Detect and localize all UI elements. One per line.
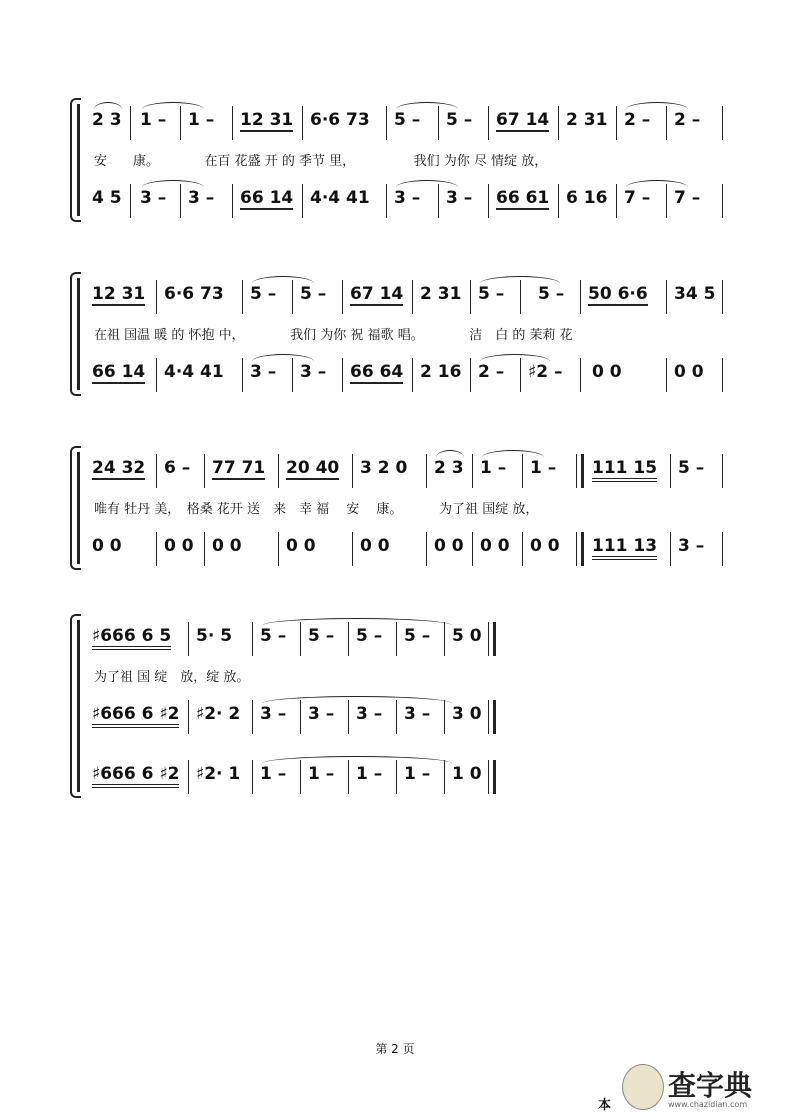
measure: 2 3 bbox=[92, 110, 122, 130]
barline bbox=[580, 280, 581, 314]
measure: 7 – bbox=[624, 188, 651, 208]
measure: 5 – bbox=[404, 626, 431, 646]
voice-1-staff bbox=[92, 626, 512, 656]
measure: 12 31 bbox=[240, 110, 294, 130]
barline bbox=[488, 106, 489, 140]
voice-1-staff bbox=[92, 284, 732, 314]
measure: 111 13 bbox=[592, 536, 657, 560]
barline bbox=[670, 532, 671, 566]
lyrics-line: 安 康。 在百 花盛 开 的 季节 里， 我们 为你 尽 情绽 放， bbox=[94, 154, 548, 169]
barline bbox=[472, 532, 473, 566]
measure: 2 – bbox=[624, 110, 651, 130]
logo-text: 查字典 bbox=[668, 1069, 753, 1102]
slur bbox=[396, 102, 458, 117]
lyrics-line: 唯有 牡丹 美， 格桑 花开 送 来 幸 福 安 康。 为了祖 国绽 放， bbox=[94, 502, 539, 517]
measure: 66 14 bbox=[92, 362, 146, 382]
measure: 5 – bbox=[678, 458, 705, 478]
measure: 7 – bbox=[674, 188, 701, 208]
measure: 5 – bbox=[300, 284, 327, 304]
barline bbox=[722, 106, 723, 140]
measure: 4·4 41 bbox=[164, 362, 224, 382]
voice-3-staff bbox=[92, 764, 512, 794]
measure: 5 – bbox=[538, 284, 565, 304]
measure: 6 16 bbox=[566, 188, 608, 208]
slur bbox=[252, 276, 314, 291]
barline bbox=[252, 622, 253, 656]
measure: 5 0 bbox=[452, 626, 482, 646]
barline bbox=[278, 454, 279, 488]
system-2 bbox=[70, 272, 730, 396]
barline bbox=[188, 700, 189, 734]
system-3 bbox=[70, 446, 730, 570]
slur bbox=[436, 450, 464, 465]
measure: 1 – bbox=[404, 764, 431, 784]
barline bbox=[666, 280, 667, 314]
barline bbox=[580, 358, 581, 392]
barline bbox=[488, 184, 489, 218]
slur bbox=[480, 354, 550, 369]
barline bbox=[188, 760, 189, 794]
measure: 67 14 bbox=[496, 110, 550, 130]
barline bbox=[156, 532, 157, 566]
final-barline bbox=[488, 700, 496, 734]
system-brace bbox=[70, 614, 81, 798]
measure: 66 14 bbox=[240, 188, 294, 208]
measure: 5 – bbox=[308, 626, 335, 646]
slur bbox=[482, 450, 544, 465]
measure: 0 0 bbox=[92, 536, 122, 556]
slur bbox=[626, 102, 688, 117]
barline bbox=[302, 106, 303, 140]
measure: 0 0 bbox=[212, 536, 242, 556]
scholar-face-icon bbox=[622, 1064, 664, 1110]
measure: 1 – bbox=[356, 764, 383, 784]
logo-left-char: 本 bbox=[598, 1098, 612, 1113]
barline bbox=[242, 358, 243, 392]
measure: 50 6·6 bbox=[588, 284, 648, 304]
barline bbox=[722, 280, 723, 314]
measure: 3 – bbox=[404, 704, 431, 724]
barline bbox=[204, 454, 205, 488]
measure: 5 – bbox=[446, 110, 473, 130]
system-brace bbox=[70, 98, 81, 222]
measure: 0 0 bbox=[674, 362, 704, 382]
measure: 4·4 41 bbox=[310, 188, 370, 208]
barline bbox=[188, 622, 189, 656]
system-brace bbox=[70, 446, 81, 570]
barline bbox=[130, 106, 131, 140]
measure: 3 – bbox=[188, 188, 215, 208]
measure: 0 0 bbox=[480, 536, 510, 556]
measure: 3 – bbox=[308, 704, 335, 724]
measure: 77 71 bbox=[212, 458, 266, 478]
barline bbox=[156, 358, 157, 392]
barline bbox=[722, 184, 723, 218]
barline bbox=[470, 358, 471, 392]
measure: 5 – bbox=[260, 626, 287, 646]
barline bbox=[342, 358, 343, 392]
measure: 3 – bbox=[446, 188, 473, 208]
slur bbox=[142, 102, 204, 117]
measure: 111 15 bbox=[592, 458, 657, 482]
slur bbox=[396, 180, 458, 195]
measure: 2 31 bbox=[566, 110, 608, 130]
barline bbox=[722, 454, 723, 488]
measure: 3 – bbox=[250, 362, 277, 382]
barline bbox=[722, 532, 723, 566]
measure: 0 0 bbox=[164, 536, 194, 556]
voice-2-staff bbox=[92, 536, 732, 566]
slur bbox=[94, 102, 122, 117]
measure: 4 5 bbox=[92, 188, 122, 208]
measure: ♯2 – bbox=[528, 362, 563, 382]
measure: 1 – bbox=[260, 764, 287, 784]
measure: 34 5 bbox=[674, 284, 716, 304]
barline bbox=[156, 280, 157, 314]
measure: 2 16 bbox=[420, 362, 462, 382]
barline bbox=[352, 454, 353, 488]
measure: ♯2· 2 bbox=[196, 704, 241, 724]
measure: 24 32 bbox=[92, 458, 146, 478]
voice-1-staff bbox=[92, 110, 732, 140]
measure: 3 0 bbox=[452, 704, 482, 724]
measure: 20 40 bbox=[286, 458, 340, 478]
measure: 0 0 bbox=[592, 362, 622, 382]
measure: 6 – bbox=[164, 458, 191, 478]
slur bbox=[480, 276, 560, 291]
measure: 2 3 bbox=[434, 458, 464, 478]
slur bbox=[142, 180, 204, 195]
system-brace bbox=[70, 272, 81, 396]
lyrics-line: 为了祖 国 绽 放，绽 放。 bbox=[94, 670, 250, 685]
measure: 3 2 0 bbox=[360, 458, 408, 478]
measure: 1 – bbox=[480, 458, 507, 478]
measure: 6·6 73 bbox=[310, 110, 370, 130]
system-4 bbox=[70, 614, 510, 798]
barline bbox=[522, 532, 523, 566]
measure: 1 0 bbox=[452, 764, 482, 784]
measure: 0 0 bbox=[360, 536, 390, 556]
final-barline bbox=[488, 622, 496, 656]
barline bbox=[670, 454, 671, 488]
voice-1-staff bbox=[92, 458, 732, 488]
voice-2-staff bbox=[92, 362, 732, 392]
measure: 1 – bbox=[530, 458, 557, 478]
barline bbox=[412, 358, 413, 392]
measure: 1 – bbox=[308, 764, 335, 784]
measure: 2 – bbox=[478, 362, 505, 382]
slur bbox=[262, 618, 452, 633]
slur bbox=[262, 756, 452, 771]
measure: 3 – bbox=[356, 704, 383, 724]
measure: 5 – bbox=[478, 284, 505, 304]
barline bbox=[412, 280, 413, 314]
measure: 66 61 bbox=[496, 188, 550, 208]
measure: 1 – bbox=[140, 110, 167, 130]
measure: ♯666 6 5 bbox=[92, 626, 171, 650]
barline bbox=[616, 106, 617, 140]
lyrics-line: 在祖 国温 暖 的 怀抱 中， 我们 为你 祝 福歌 唱。 洁 白 的 茉莉 花 bbox=[94, 328, 573, 343]
measure: ♯666 6 ♯2 bbox=[92, 764, 179, 788]
barline bbox=[558, 184, 559, 218]
measure: 1 – bbox=[188, 110, 215, 130]
repeat-barline bbox=[576, 532, 584, 566]
slur bbox=[252, 354, 314, 369]
measure: 5 – bbox=[356, 626, 383, 646]
barline bbox=[472, 454, 473, 488]
barline bbox=[666, 358, 667, 392]
measure: ♯2· 1 bbox=[196, 764, 241, 784]
measure: 3 – bbox=[300, 362, 327, 382]
measure: 2 31 bbox=[420, 284, 462, 304]
barline bbox=[722, 358, 723, 392]
system-1 bbox=[70, 98, 730, 222]
barline bbox=[252, 700, 253, 734]
measure: 3 – bbox=[394, 188, 421, 208]
measure: 0 0 bbox=[530, 536, 560, 556]
logo-url: www.chazidian.com bbox=[668, 1100, 748, 1109]
measure: 3 – bbox=[140, 188, 167, 208]
voice-2-staff bbox=[92, 704, 512, 734]
barline bbox=[130, 184, 131, 218]
measure: 5 – bbox=[394, 110, 421, 130]
barline bbox=[242, 280, 243, 314]
final-barline bbox=[488, 760, 496, 794]
voice-2-staff bbox=[92, 188, 732, 218]
barline bbox=[386, 106, 387, 140]
measure: 2 – bbox=[674, 110, 701, 130]
barline bbox=[558, 106, 559, 140]
page-number: 第 2 页 bbox=[375, 1042, 415, 1056]
measure: 66 64 bbox=[350, 362, 404, 382]
measure: 0 0 bbox=[286, 536, 316, 556]
barline bbox=[470, 280, 471, 314]
measure: 5· 5 bbox=[196, 626, 233, 646]
measure: 3 – bbox=[678, 536, 705, 556]
barline bbox=[386, 184, 387, 218]
measure: 0 0 bbox=[434, 536, 464, 556]
barline bbox=[252, 760, 253, 794]
barline bbox=[278, 532, 279, 566]
barline bbox=[342, 280, 343, 314]
barline bbox=[616, 184, 617, 218]
measure: 3 – bbox=[260, 704, 287, 724]
repeat-barline bbox=[576, 454, 584, 488]
barline bbox=[426, 532, 427, 566]
site-logo bbox=[598, 1058, 778, 1114]
measure: ♯666 6 ♯2 bbox=[92, 704, 179, 728]
barline bbox=[352, 532, 353, 566]
measure: 67 14 bbox=[350, 284, 404, 304]
barline bbox=[302, 184, 303, 218]
measure: 12 31 bbox=[92, 284, 146, 304]
barline bbox=[156, 454, 157, 488]
measure: 5 – bbox=[250, 284, 277, 304]
measure: 6·6 73 bbox=[164, 284, 224, 304]
slur bbox=[626, 180, 688, 195]
barline bbox=[232, 184, 233, 218]
barline bbox=[232, 106, 233, 140]
slur bbox=[262, 696, 452, 711]
barline bbox=[204, 532, 205, 566]
barline bbox=[426, 454, 427, 488]
